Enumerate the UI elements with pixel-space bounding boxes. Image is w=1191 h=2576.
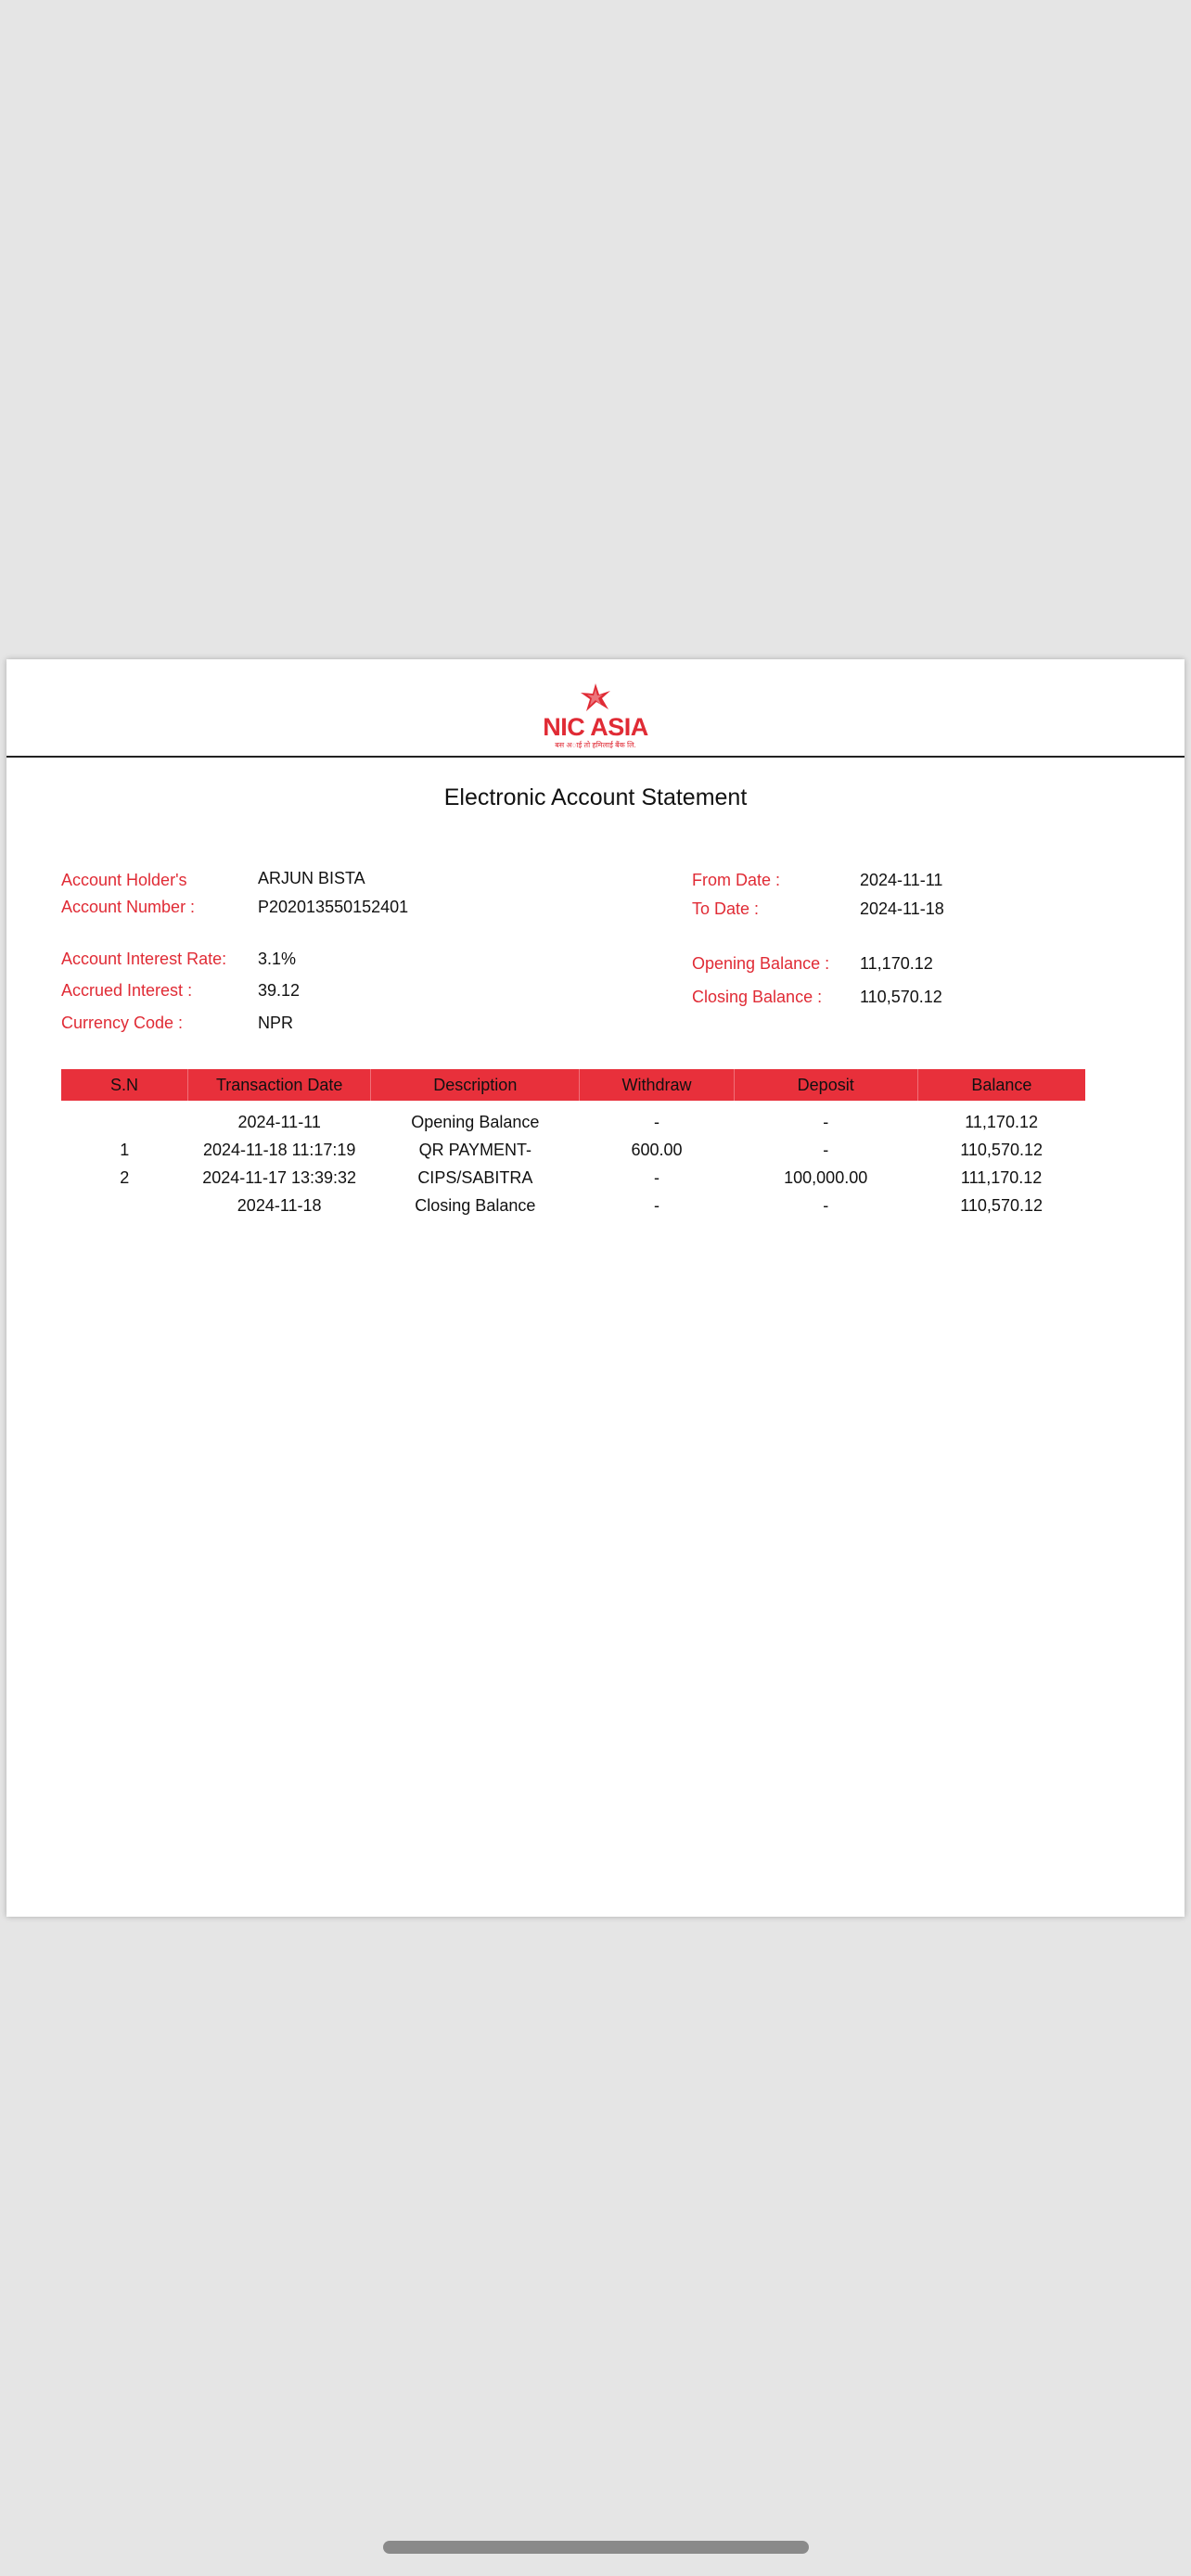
cell-balance: 110,570.12 (960, 1140, 1043, 1159)
transactions-table (61, 1069, 1085, 1219)
cell-balance: 11,170.12 (965, 1112, 1038, 1131)
table-row (61, 1164, 1085, 1192)
statement-title: Electronic Account Statement (443, 784, 748, 810)
currency-code-label: Currency Code : (61, 1014, 184, 1032)
header-transaction-date: Transaction Date (188, 1069, 371, 1101)
star-logo-icon (577, 682, 614, 713)
cell-date: 2024-11-18 11:17:19 (202, 1140, 356, 1159)
cell-description: Closing Balance (415, 1195, 536, 1215)
account-holder-value: ARJUN BISTA (258, 869, 365, 887)
account-holder-label: Account Holder's (61, 871, 187, 889)
opening-balance-value: 11,170.12 (860, 954, 933, 973)
bank-tagline: बस अाई तो हमिलाई बैंक लि. (555, 741, 636, 749)
from-date-value: 2024-11-11 (860, 871, 943, 889)
to-date-label: To Date : (692, 899, 760, 918)
cell-description: Opening Balance (411, 1112, 540, 1131)
cell-deposit: - (823, 1195, 829, 1215)
cell-date: 2024-11-18 (237, 1195, 322, 1215)
cell-balance: 110,570.12 (960, 1195, 1043, 1215)
cell-balance: 111,170.12 (960, 1167, 1043, 1187)
interest-rate-value: 3.1% (258, 950, 297, 968)
table-header-row (61, 1069, 1085, 1101)
cell-date: 2024-11-17 13:39:32 (202, 1167, 357, 1187)
account-number-value: P202013550152401 (258, 898, 409, 916)
cell-sn: 1 (120, 1140, 130, 1159)
header-withdraw: Withdraw (580, 1069, 734, 1101)
cell-withdraw: - (654, 1195, 660, 1215)
cell-date: 2024-11-11 (237, 1112, 321, 1131)
home-indicator[interactable] (383, 2541, 809, 2554)
header-balance: Balance (917, 1069, 1085, 1101)
accrued-interest-label: Accrued Interest : (61, 981, 193, 1000)
statement-page (6, 659, 1185, 1917)
from-date-label: From Date : (692, 871, 781, 889)
header-deposit: Deposit (734, 1069, 917, 1101)
currency-code-value: NPR (258, 1014, 294, 1032)
cell-description: CIPS/SABITRA (417, 1167, 533, 1187)
cell-withdraw: 600.00 (631, 1140, 683, 1159)
to-date-value: 2024-11-18 (860, 899, 944, 918)
closing-balance-value: 110,570.12 (860, 988, 942, 1006)
cell-description: QR PAYMENT- (418, 1140, 531, 1159)
cell-deposit: - (823, 1140, 829, 1159)
header-description: Description (371, 1069, 580, 1101)
cell-withdraw: - (654, 1167, 660, 1187)
header-sn: S.N (61, 1069, 188, 1101)
cell-withdraw: - (654, 1112, 660, 1131)
account-number-label: Account Number : (61, 898, 196, 916)
accrued-interest-value: 39.12 (258, 981, 301, 1000)
closing-balance-label: Closing Balance : (692, 988, 823, 1006)
header-divider (6, 756, 1185, 758)
interest-rate-label: Account Interest Rate: (61, 950, 227, 968)
cell-sn (61, 1101, 188, 1136)
cell-deposit: 100,000.00 (784, 1167, 868, 1187)
cell-deposit: - (823, 1112, 829, 1131)
cell-sn (61, 1192, 188, 1219)
table-row (61, 1136, 1085, 1164)
bank-logo (6, 682, 1185, 752)
table-row (61, 1101, 1085, 1136)
bank-name: NIC ASIA (543, 713, 648, 741)
cell-sn: 2 (120, 1167, 130, 1187)
table-row (61, 1192, 1085, 1219)
opening-balance-label: Opening Balance : (692, 954, 830, 973)
